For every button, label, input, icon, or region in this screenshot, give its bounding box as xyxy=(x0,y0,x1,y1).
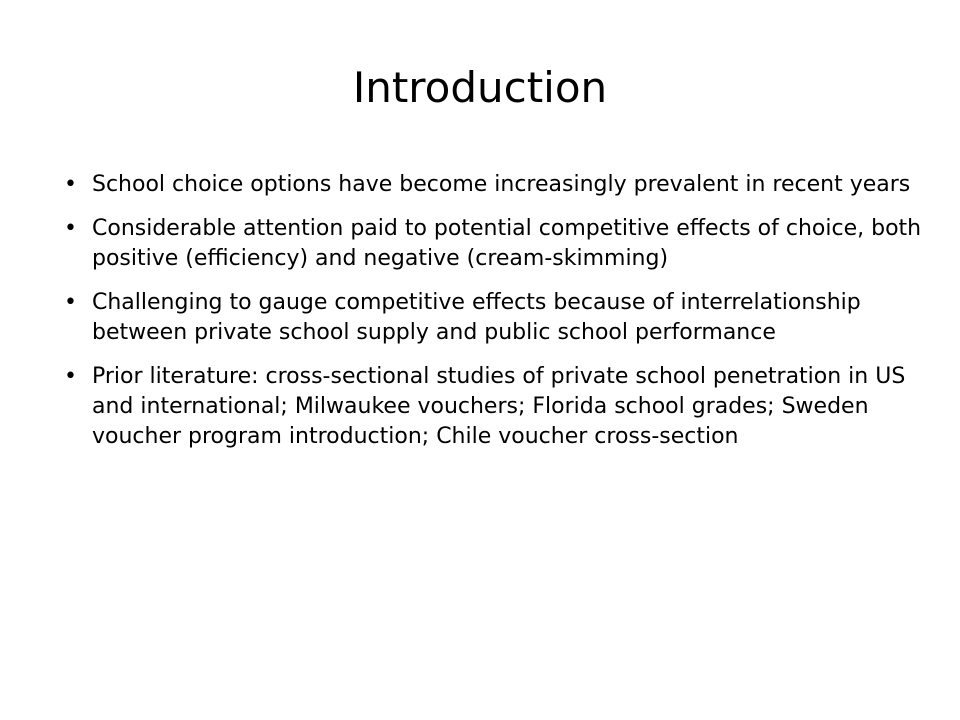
bullet-text: Prior literature: cross-sectional studies of private school penetration in US and international; Milwaukee vouchers; Florida school grades; Sweden voucher program introduction; Chile voucher cross-section xyxy=(92,364,906,449)
bullet-dot-icon: • xyxy=(64,216,77,241)
bullet-dot-icon: • xyxy=(64,364,77,389)
bullet-item xyxy=(64,214,924,274)
bullet-text: Challenging to gauge competitive effects because of interrelationship between private school supply and public school performance xyxy=(92,290,861,345)
bullet-text: Considerable attention paid to potential competitive effects of choice, both positive (efficiency) and negative (cream-skimming) xyxy=(92,216,922,271)
bullet-list xyxy=(64,170,924,466)
bullet-dot-icon: • xyxy=(64,290,77,315)
bullet-item xyxy=(64,288,924,348)
bullet-text: School choice options have become increasingly prevalent in recent years xyxy=(92,172,911,197)
bullet-item xyxy=(64,362,924,452)
slide-title: Introduction xyxy=(352,63,608,112)
bullet-dot-icon: • xyxy=(64,172,77,197)
bullet-item xyxy=(64,170,924,200)
